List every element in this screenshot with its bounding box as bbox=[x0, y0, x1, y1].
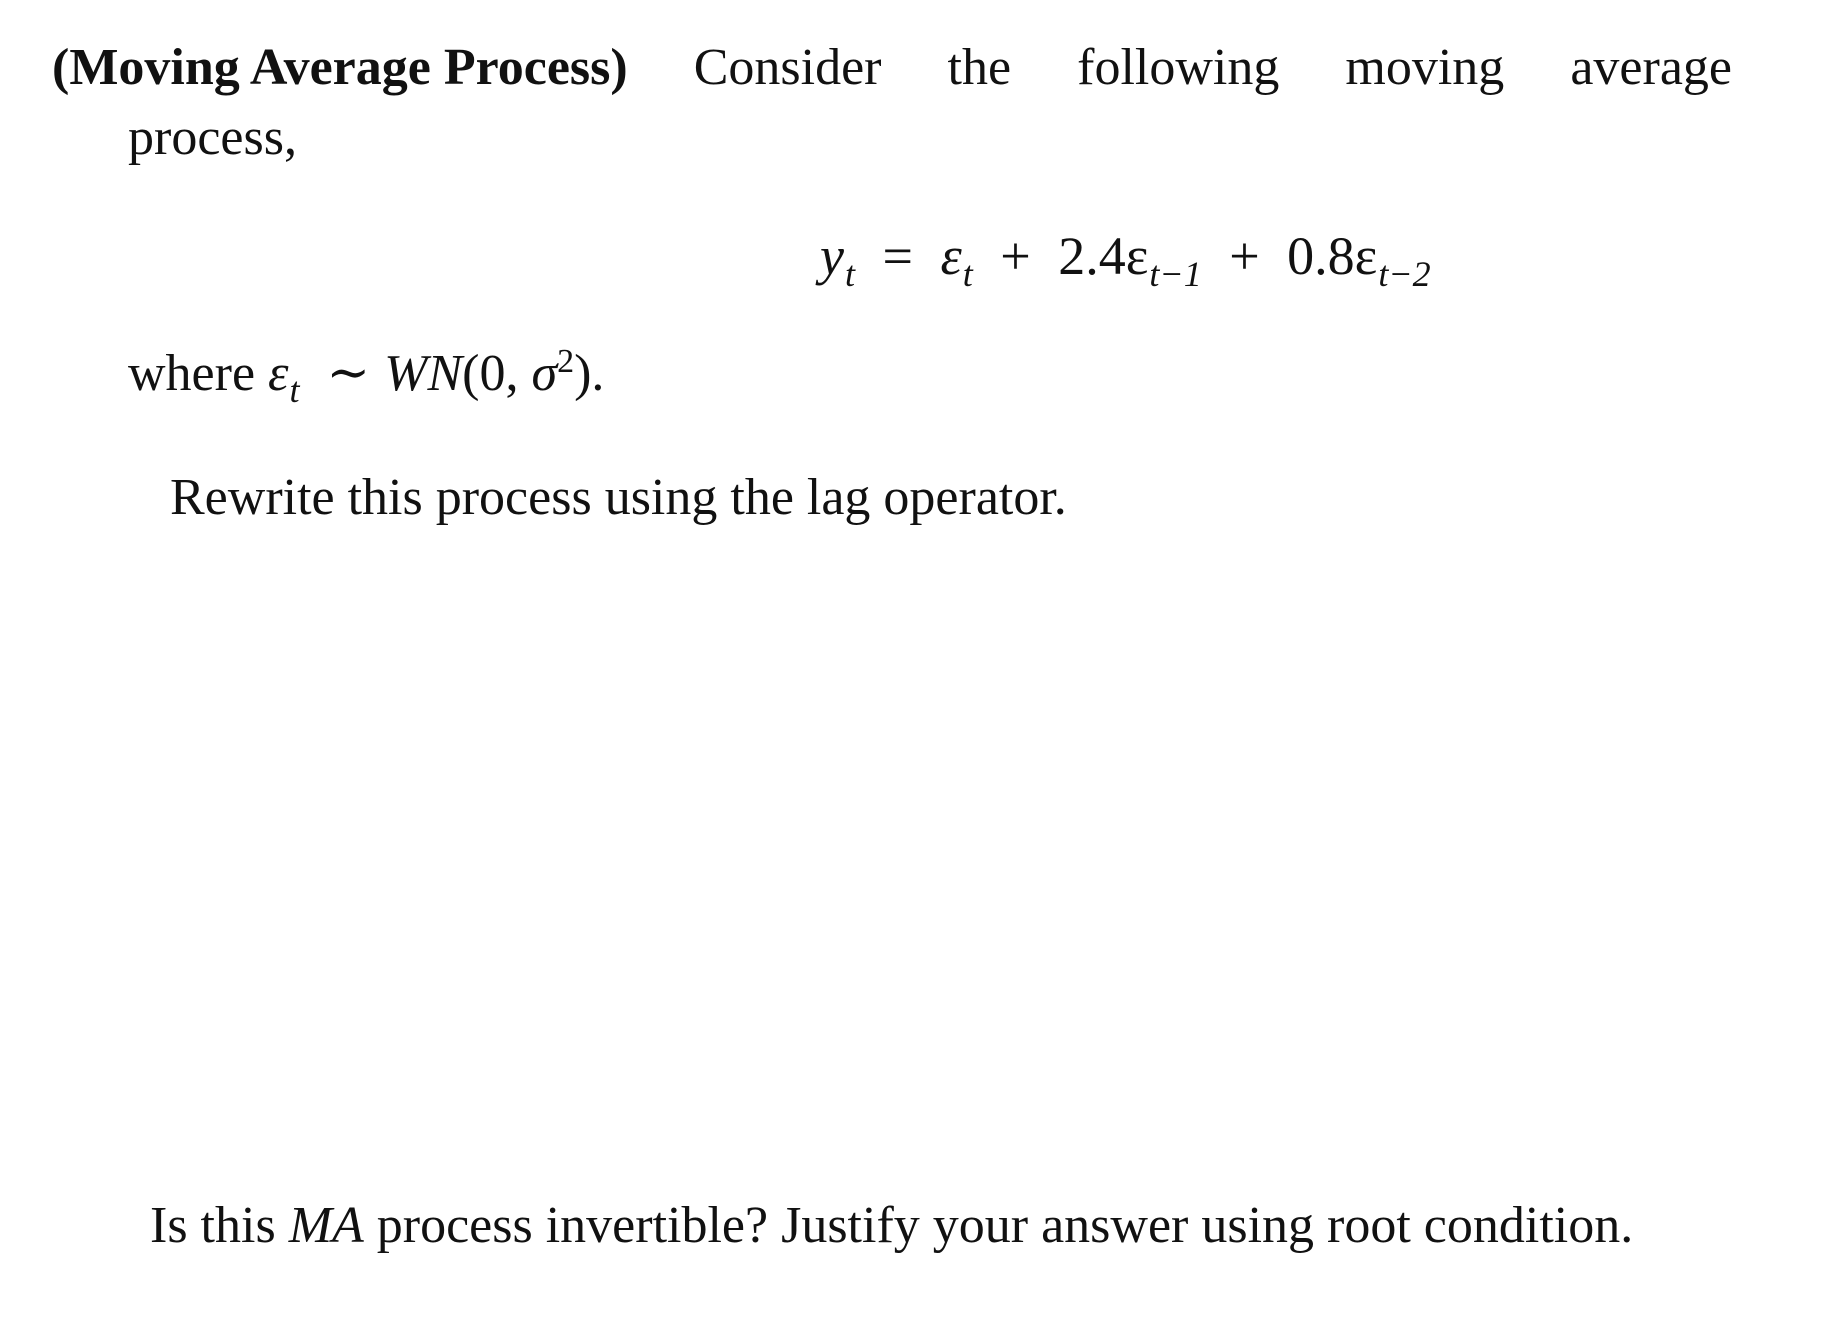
white-noise-condition bbox=[128, 344, 604, 410]
epsilon-symbol: ε bbox=[268, 345, 289, 402]
question-2-start: Is this bbox=[150, 1197, 276, 1254]
sigma-superscript: 2 bbox=[557, 343, 575, 380]
problem-heading-line bbox=[52, 38, 1732, 98]
intro-continuation: process, bbox=[128, 109, 297, 166]
intro-word: the bbox=[947, 39, 1012, 96]
ma-equation bbox=[820, 226, 1431, 292]
distribution-args-open: (0, bbox=[462, 345, 532, 402]
equation-plus-1: + bbox=[1000, 226, 1031, 286]
intro-word: following bbox=[1077, 39, 1280, 96]
equation-lhs: y bbox=[820, 226, 844, 286]
question-lag-operator: Rewrite this process using the lag operator. bbox=[170, 469, 1067, 526]
intro-word: moving bbox=[1345, 39, 1505, 96]
equation-plus-2: + bbox=[1229, 226, 1260, 286]
equation-term-2: 2.4ε bbox=[1058, 226, 1149, 286]
equation-term-2-subscript: t−1 bbox=[1149, 254, 1202, 294]
epsilon-subscript: t bbox=[289, 370, 300, 410]
ma-abbreviation: MA bbox=[288, 1197, 364, 1254]
equation-term-1-subscript: t bbox=[962, 254, 973, 294]
intro-word: average bbox=[1570, 39, 1732, 96]
equation-term-1: ε bbox=[940, 226, 962, 286]
where-word: where bbox=[128, 345, 256, 402]
question-invertibility bbox=[150, 1196, 1633, 1256]
sigma-symbol: σ bbox=[531, 345, 558, 402]
distribution-args-close: ). bbox=[574, 345, 605, 402]
intro-word: Consider bbox=[693, 39, 882, 96]
distributed-as-symbol: ∼ bbox=[326, 345, 371, 402]
question-2-end: process invertible? Justify your answer using root condition. bbox=[376, 1197, 1634, 1254]
white-noise-label: WN bbox=[384, 345, 463, 402]
equation-term-3: 0.8ε bbox=[1287, 226, 1378, 286]
problem-title: (Moving Average Process) bbox=[52, 39, 628, 96]
equation-equals: = bbox=[882, 226, 913, 286]
equation-lhs-subscript: t bbox=[844, 254, 855, 294]
equation-term-3-subscript: t−2 bbox=[1378, 254, 1431, 294]
